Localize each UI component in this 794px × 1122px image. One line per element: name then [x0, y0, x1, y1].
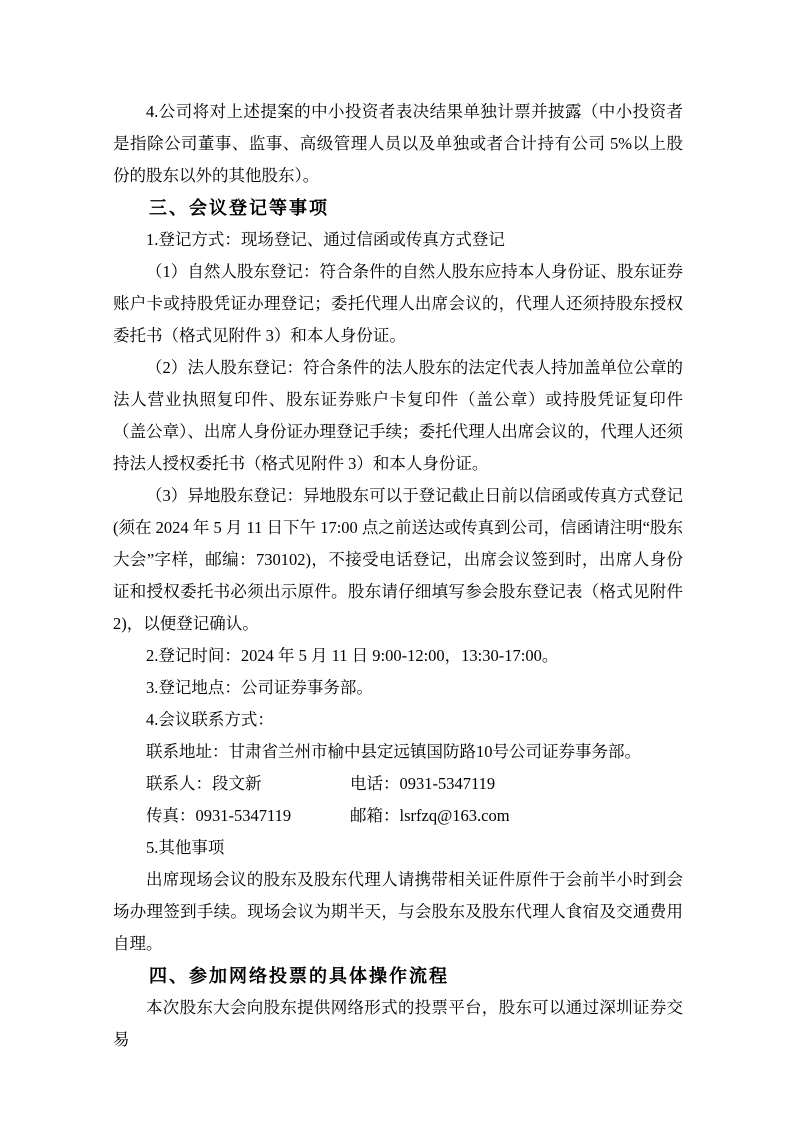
para-remote-shareholder-registration: （3）异地股东登记：异地股东可以于登记截止日前以信函或传真方式登记(须在 2024 年 5 月 11 日下午 17:00 点之前送达或传真到公司，信函请注明“股东大会”字样，邮编：730102)，不接受电话登记，出席会议签到时，出席人身份证和授权委托书必须出示原件。股东请仔细填写参会股东登记表（格式见附件 2)，以便登记确认。	[113, 486, 683, 633]
contact-fax: 传真：0931-5347119	[146, 806, 292, 825]
para-registration-time: 2.登记时间：2024 年 5 月 11 日 9:00-12:00，13:30-17:00。	[146, 646, 559, 665]
heading-section-4-online-voting: 四、参加网络投票的具体操作流程	[149, 966, 449, 986]
para-registration-place: 3.登记地点：公司证券事务部。	[146, 678, 373, 697]
contact-phone: 电话：0931-5347119	[350, 774, 496, 793]
para-online-voting-intro: 本次股东大会向股东提供网络形式的投票平台，股东可以通过深圳证券交易	[113, 998, 683, 1049]
para-registration-method: 1.登记方式：现场登记、通过信函或传真方式登记	[146, 230, 505, 249]
para-legal-person-registration: （2）法人股东登记：符合条件的法人股东的法定代表人持加盖单位公章的法人营业执照复印件、股东证券账户卡复印件（盖公章）或持股凭证复印件（盖公章）、出席人身份证办理登记手续；委托代理人出席会议的，代理人还须持法人授权委托书（格式见附件 3）和本人身份证。	[113, 358, 683, 473]
contact-row-person-phone	[113, 768, 683, 800]
contact-person: 联系人：段文新	[146, 774, 262, 793]
para-contact-method-title: 4.会议联系方式：	[146, 710, 274, 729]
heading-section-3-registration: 三、会议登记等事项	[149, 198, 329, 218]
para-other-matters-title: 5.其他事项	[146, 838, 225, 857]
para-natural-person-registration: （1）自然人股东登记：符合条件的自然人股东应持本人身份证、股东证券账户卡或持股凭证办理登记；委托代理人出席会议的，代理人还须持股东授权委托书（格式见附件 3）和本人身份证。	[113, 262, 683, 345]
contact-email: 邮箱：lsrfzq@163.com	[350, 806, 510, 825]
para-other-matters-body: 出席现场会议的股东及股东代理人请携带相关证件原件于会前半小时到会场办理签到手续。现场会议为期半天，与会股东及股东代理人食宿及交通费用自理。	[113, 870, 683, 953]
para-contact-address: 联系地址：甘肃省兰州市榆中县定远镇国防路10号公司证券事务部。	[146, 742, 641, 761]
contact-row-fax-email	[113, 800, 683, 832]
para-minority-investor-note: 4.公司将对上述提案的中小投资者表决结果单独计票并披露（中小投资者是指除公司董事、监事、高级管理人员以及单独或者合计持有公司 5%以上股份的股东以外的其他股东）。	[113, 102, 683, 185]
